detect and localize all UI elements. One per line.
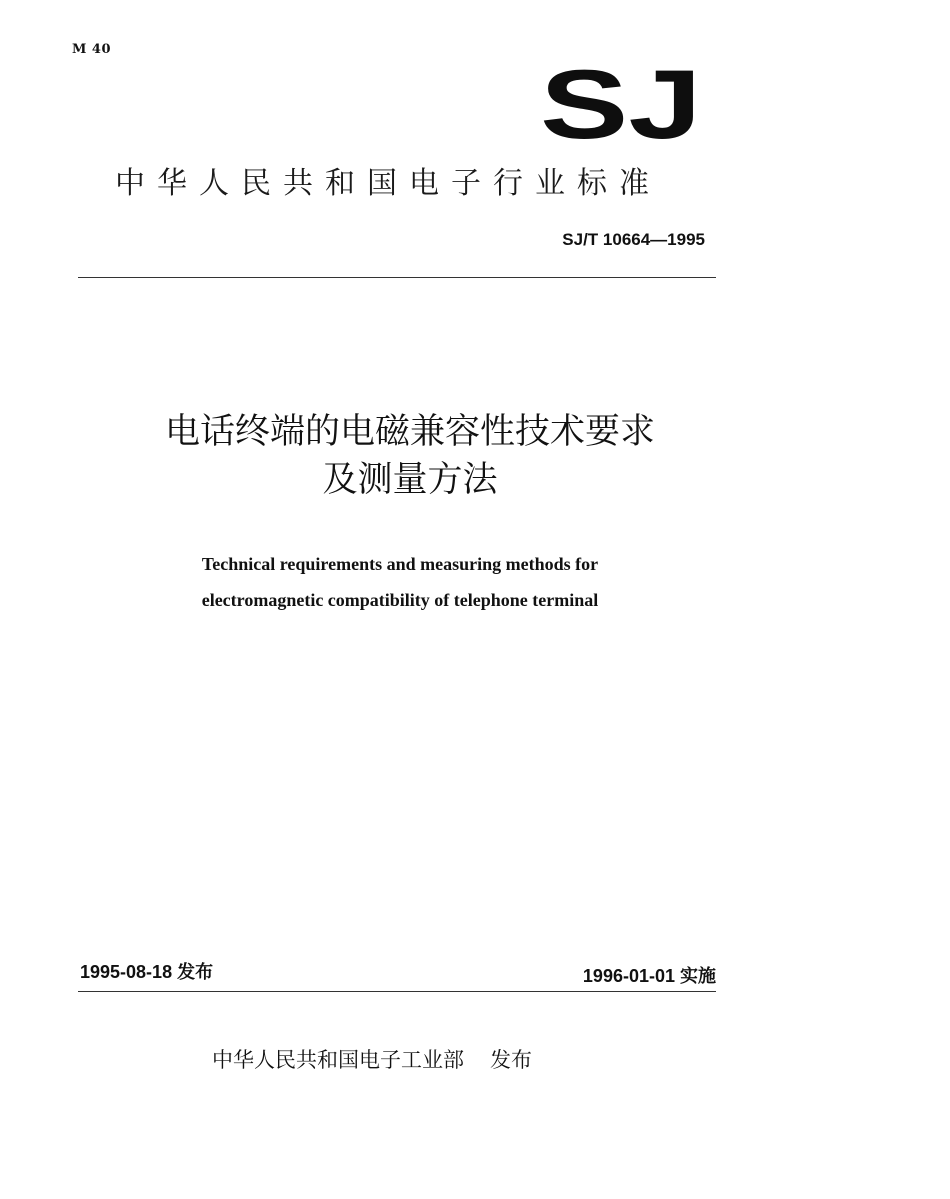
publisher-line: [212, 1044, 532, 1074]
chinese-title: [60, 408, 760, 504]
sj-logo: [540, 58, 710, 148]
english-title: [100, 546, 700, 618]
chinese-title-line-1: 电话终端的电磁兼容性技术要求: [164, 412, 655, 452]
english-title-line-1: Technical requirements and measuring methods for: [201, 554, 599, 574]
top-divider: [78, 277, 716, 278]
sj-logo-text: SJ: [540, 58, 702, 148]
publisher-name: 中华人民共和国电子工业部: [212, 1048, 464, 1072]
english-title-line-2: electromagnetic compatibility of telephone terminal: [201, 590, 599, 610]
standard-type-heading: 中华人民共和国电子行业标准: [115, 166, 661, 201]
bottom-divider: [78, 991, 716, 992]
chinese-title-line-2: 及测量方法: [322, 460, 498, 500]
classification-code: M 40: [72, 42, 112, 57]
standard-number: SJ/T 10664—1995: [562, 230, 705, 249]
publisher-action: 发布: [490, 1048, 532, 1072]
issue-date: 1995-08-18 发布: [80, 962, 214, 982]
effective-date: 1996-01-01 实施: [582, 966, 716, 986]
